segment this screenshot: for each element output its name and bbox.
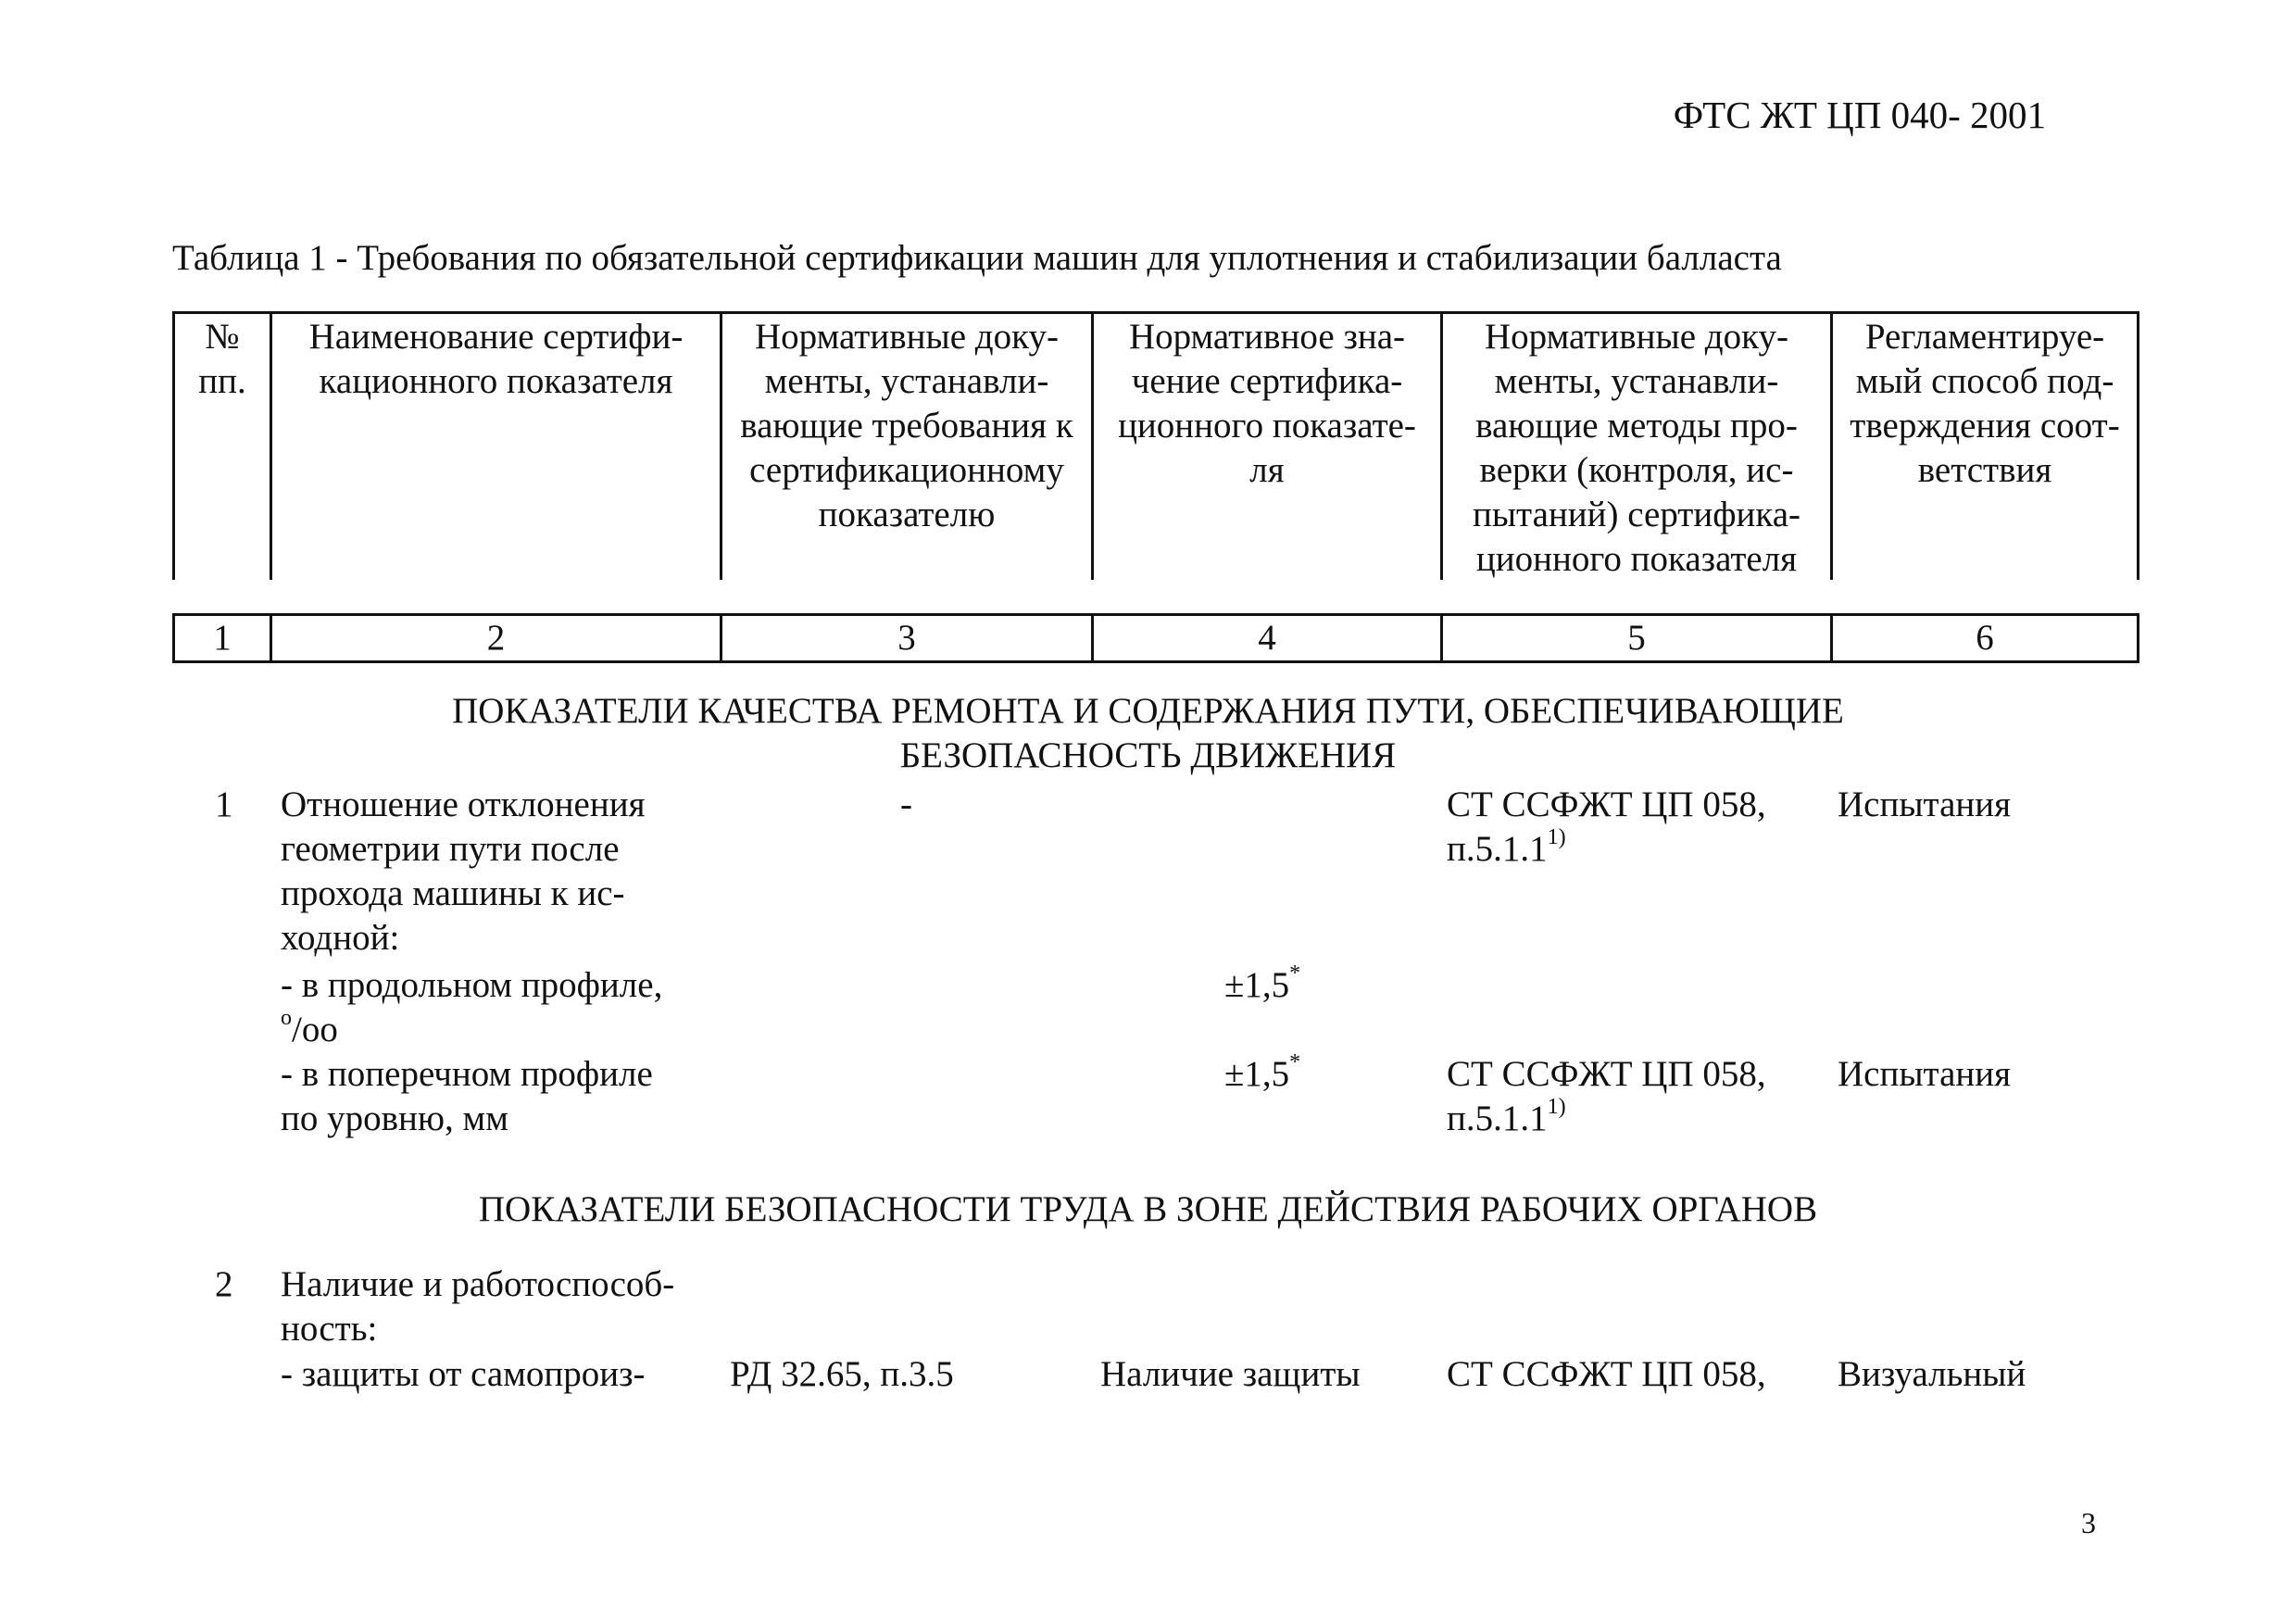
row1-sub2-method-docs: СТ ССФЖТ ЦП 058, п.5.1.1$^{1)}$	[1447, 1054, 1766, 1138]
row1-sub2-name: - в поперечном профиле по уровню, мм	[281, 1054, 653, 1138]
section1-title: ПОКАЗАТЕЛИ КАЧЕСТВА РЕМОНТА И СОДЕРЖАНИЯ ПУТИ, ОБЕСПЕЧИВАЮЩИЕ БЕЗОПАСНОСТЬ ДВИЖЕНИЯ	[452, 691, 1844, 775]
row1-sub2-value: ±1,5*	[1224, 1050, 1301, 1094]
section2-title: ПОКАЗАТЕЛИ БЕЗОПАСНОСТИ ТРУДА В ЗОНЕ ДЕЙСТВИЯ РАБОЧИХ ОРГАНОВ	[478, 1189, 1818, 1229]
header-col-num: № пп.	[198, 317, 246, 401]
row1-sub1-name: - в продольном профиле, $^о$/оо	[281, 965, 663, 1049]
column-number: 3	[897, 618, 916, 658]
column-number: 1	[213, 618, 232, 658]
row1-method-docs: СТ ССФЖТ ЦП 058, п.5.1.1$^{1)}$	[1447, 785, 1766, 869]
document-code: ФТС ЖТ ЦП 040- 2001	[1673, 94, 2046, 136]
header-top-border	[172, 311, 2139, 314]
row1-sub1-value: ±1,5*	[1224, 961, 1301, 1005]
table-caption: Таблица 1 - Требования по обязательной сертификации машин для уплотнения и стабилизации балласта	[172, 238, 1782, 278]
row2-confirmation: Визуальный	[1838, 1354, 2026, 1394]
header-divider-6	[2137, 311, 2139, 580]
column-number: 4	[1258, 618, 1276, 658]
row2-name: Наличие и работоспособ- ность:	[281, 1264, 675, 1349]
row2-method-docs: СТ ССФЖТ ЦП 058,	[1447, 1354, 1766, 1394]
row2-number: 2	[215, 1264, 233, 1304]
numrow-bottom-border	[172, 660, 2139, 663]
row1-req-docs: -	[900, 785, 912, 824]
row2-sub-name: - защиты от самопроиз-	[281, 1354, 646, 1394]
numrow-divider-6	[2137, 613, 2139, 663]
column-number: 5	[1627, 618, 1646, 658]
row1-name: Отношение отклонения геометрии пути после прохода машины к ис- ходной:	[281, 785, 646, 958]
header-col-confirmation: Регламентируе- мый способ под- тверждения соот- ветствия	[1850, 317, 2120, 490]
header-col-req-docs: Нормативные доку- менты, устанавли- вающие требования к сертификационному показателю	[740, 317, 1073, 534]
row2-norm-value: Наличие защиты	[1100, 1354, 1361, 1394]
row2-req-docs: РД 32.65, п.3.5	[730, 1354, 954, 1394]
column-number: 2	[486, 618, 506, 658]
row1-number: 1	[215, 785, 233, 824]
header-col-method-docs: Нормативные доку- менты, устанавли- вающие методы про- верки (контроля, ис- пытаний) сертифика- ционного показателя	[1472, 317, 1801, 579]
header-col-norm-value: Нормативное зна- чение сертифика- ционного показате- ля	[1118, 317, 1416, 490]
header-col-name: Наименование сертифи- кационного показателя	[308, 317, 684, 401]
row1-confirmation: Испытания	[1838, 785, 2012, 824]
row1-sub2-confirmation: Испытания	[1838, 1054, 2012, 1094]
column-number: 6	[1976, 618, 1994, 658]
page-number: 3	[2081, 1506, 2096, 1539]
